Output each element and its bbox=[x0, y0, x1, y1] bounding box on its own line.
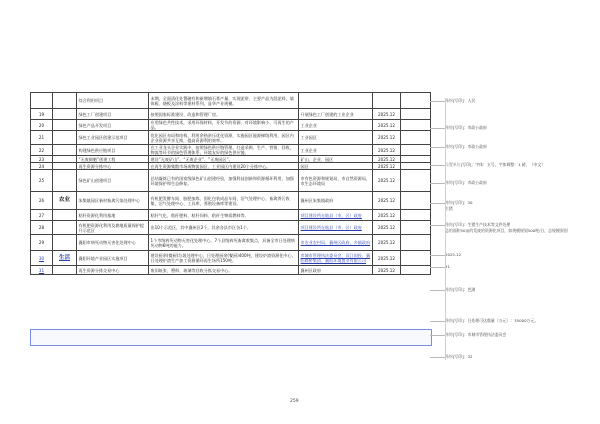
row-number[interactable]: 30 bbox=[31, 251, 53, 266]
project-description: 秸秆气化、秸秆肥料、秸秆饲料、秸秆生物质燃料等。 bbox=[149, 210, 299, 221]
comment-connector bbox=[430, 225, 445, 226]
comment-author: 豫锦 bbox=[445, 144, 453, 149]
comment-text: [写印]：市城市管理执法委员会 bbox=[452, 332, 507, 337]
row-number: 20 bbox=[31, 120, 53, 131]
comment-connector bbox=[430, 267, 445, 268]
responsible-unit: 市有色资源和规划局、市自然资源局，市生态环境局 bbox=[299, 170, 373, 192]
table-row bbox=[31, 251, 431, 266]
empty-cell bbox=[401, 120, 431, 131]
row-number: 19 bbox=[31, 109, 53, 120]
table-row bbox=[31, 145, 431, 156]
row-category[interactable]: 生活 bbox=[53, 251, 77, 266]
table-row bbox=[31, 210, 431, 221]
table-row bbox=[31, 120, 431, 131]
project-name: 构建绿色供应链项目 bbox=[77, 145, 149, 156]
comment-item[interactable] bbox=[445, 287, 475, 293]
project-description: 出10个示范区，其中襄州区2个，其余各县市区各1个。 bbox=[149, 221, 299, 235]
empty-cell bbox=[401, 93, 431, 109]
project-description: 1个市级病死动物无害化处理中心，7个县级病死畜禽收集点，具备全市日处理病死动物6吨的能力。 bbox=[149, 235, 299, 251]
project-description: 末期，全面清化处置磁有和新增填石膏产量，实现泥带，主要产品为混泥料，墙体板、烧板及涂料等建材系列，显华产业规模。 bbox=[149, 93, 299, 109]
empty-cell bbox=[401, 221, 431, 235]
project-name: 绿色工厂创建项目 bbox=[77, 109, 149, 120]
empty-cell bbox=[401, 156, 431, 163]
comment-text: [写印]：生猪生产技术等文件处理 bbox=[452, 222, 511, 227]
row-category: 农业 bbox=[53, 192, 77, 210]
comment-connector bbox=[430, 335, 445, 336]
project-name: “无废细胞”创建工程 bbox=[77, 156, 149, 163]
project-name: 综合利用项目 bbox=[77, 93, 149, 109]
empty-cell bbox=[401, 235, 431, 251]
project-name: 绿色工业园区创建示范项目 bbox=[77, 131, 149, 145]
comment-item[interactable] bbox=[445, 125, 487, 131]
completion-date: 2025.12 bbox=[373, 221, 401, 235]
comment-author: 豫锦 bbox=[445, 332, 453, 337]
project-description: 在工业龙头企业实践中，按照绿色供应链管理，打造采购、生产、营销、回收、物流等环节的绿色管理体系，环境友好的绿色供应链。 bbox=[149, 145, 299, 156]
comment-author: 豫锦 bbox=[445, 318, 453, 323]
responsible-unit: 市农业农村局、襄州区政府，乡镇政府 bbox=[299, 235, 373, 251]
empty-cell bbox=[401, 192, 431, 210]
row-category bbox=[53, 120, 77, 131]
comment-text-2: 总的面积50亩的荒废的资源化项目，如规模规划500吨/日，总规模原创 bbox=[445, 228, 568, 233]
row-number bbox=[31, 93, 53, 109]
project-description: 建设厨余(餐厨)垃圾处理中心，日处理厨余(餐厨)400吨，建设炉渣资源化中心，日处理炉渣生产加工资源循环再生场所150吨。 bbox=[149, 251, 299, 266]
comment-connector bbox=[430, 101, 445, 102]
project-description: 优化园区布局和结构，利用余热余压优化资源，实施园区能源梯级利用，园区内企业资源共享互换，提高资源利用效率。 bbox=[149, 131, 299, 145]
table-row bbox=[31, 163, 431, 170]
project-name: 绿色产品开发项目 bbox=[77, 120, 149, 131]
row-number: 25 bbox=[31, 170, 53, 192]
completion-date: 2025.12 bbox=[373, 131, 401, 145]
comment-text: 31 bbox=[445, 264, 450, 269]
project-description: 在再生资源集散市场或物流园区、工业园区内建设20个分拣中心。 bbox=[149, 163, 299, 170]
row-category bbox=[53, 145, 77, 156]
completion-date: 2025.12 bbox=[373, 163, 401, 170]
project-description: 有机肥发酵车间、胶肥加炼、固化包装成品车间、沼气处理中心、畜禽粪污收集，沼气处理中心、工具库、养殖设备库等建设。 bbox=[149, 192, 299, 210]
completion-date: 2025.12 bbox=[373, 251, 401, 266]
completion-date: 2025.12 bbox=[373, 235, 401, 251]
row-number: 24 bbox=[31, 163, 53, 170]
table-row bbox=[31, 109, 431, 120]
project-name: 朱集镇园区新材畜禽污染处理中心 bbox=[77, 192, 149, 210]
responsible-unit: 襄州区朱集镇政府 bbox=[299, 192, 373, 210]
comment-author: 豫锦 bbox=[445, 287, 453, 292]
completion-date: 2025.12 bbox=[373, 170, 401, 192]
row-number: 21 bbox=[31, 131, 53, 145]
comment-text: [写印]：芭湖 bbox=[452, 287, 476, 292]
responsible-unit: 工业企业 bbox=[299, 145, 373, 156]
comment-author: 豫锦 bbox=[445, 200, 453, 205]
comment-text: [写印]：32 bbox=[452, 354, 473, 359]
comment-item[interactable] bbox=[445, 252, 461, 258]
completion-date: 2025.12 bbox=[373, 109, 401, 120]
comment-connector bbox=[430, 290, 445, 291]
comment-sidebar bbox=[430, 92, 600, 372]
comment-text: [写印]：字体：五号，字体调整：1 磅，（中文） bbox=[460, 162, 546, 167]
row-category bbox=[53, 210, 77, 221]
comment-text: [写印]：市政公政府 bbox=[452, 125, 487, 130]
responsible-unit: 开展绿色工厂创建的工业企业 bbox=[299, 109, 373, 120]
comment-connector bbox=[430, 321, 445, 322]
comment-text: [写印]：人民 bbox=[452, 98, 476, 103]
row-category bbox=[53, 170, 77, 192]
row-category bbox=[53, 221, 77, 235]
responsible-unit[interactable]: 项目建设所在地县（市、区）政府 bbox=[299, 210, 373, 221]
completion-date: 2025.12 bbox=[373, 210, 401, 221]
comment-author: 豫锦 bbox=[445, 354, 453, 359]
comment-text: [写印]：30 bbox=[452, 200, 473, 205]
comment-connector bbox=[430, 183, 445, 184]
project-name: 再生资源分拣中心 bbox=[77, 163, 149, 170]
comment-item[interactable] bbox=[445, 332, 506, 338]
comment-item[interactable] bbox=[445, 98, 475, 104]
project-description: 应用绿色共性技术，采用环保材料，开发节约资源、对环境影响小、可再生的产品。 bbox=[149, 120, 299, 131]
table-row bbox=[31, 192, 431, 210]
empty-cell bbox=[401, 163, 431, 170]
comment-text-2: 生猪 bbox=[445, 206, 453, 211]
table-row bbox=[31, 93, 431, 109]
responsible-unit[interactable]: 项目建设所在地县（市、区）政府 bbox=[299, 221, 373, 235]
responsible-unit: 工业园区 bbox=[299, 131, 373, 145]
table-row bbox=[31, 235, 431, 251]
empty-cell bbox=[401, 131, 431, 145]
table-row bbox=[31, 156, 431, 163]
row-category bbox=[53, 131, 77, 145]
responsible-unit: 市城市管理执法委员会、汉江国投、襄阳路桥集团、襄阳环境置业有限公司 bbox=[299, 251, 373, 266]
project-name: 绿色矿山创建项目 bbox=[77, 170, 149, 192]
project-description: 总结凝练已有的国家级绿色矿山创建经验，加强科技创新和资源循环利用，加强环境保护和生态修复。 bbox=[149, 170, 299, 192]
comment-item[interactable] bbox=[445, 200, 472, 212]
empty-cell bbox=[401, 210, 431, 221]
row-category bbox=[53, 109, 77, 120]
selected-row-highlight bbox=[30, 329, 432, 346]
comment-connector bbox=[430, 147, 445, 148]
project-description: 废旧纸张、塑料、玻璃等回收分拣交易中心。 bbox=[149, 266, 299, 275]
empty-cell bbox=[401, 266, 431, 275]
comment-connector bbox=[430, 128, 445, 129]
comment-rail bbox=[445, 98, 446, 360]
row-category bbox=[53, 93, 77, 109]
responsible-unit: 工业企业 bbox=[299, 120, 373, 131]
project-table bbox=[30, 92, 431, 275]
comment-connector bbox=[430, 255, 445, 256]
project-table-body bbox=[31, 93, 431, 275]
comment-text: 2025.12 bbox=[445, 252, 462, 257]
responsible-unit: 园区 bbox=[299, 163, 373, 170]
completion-date bbox=[373, 93, 401, 109]
comment-item[interactable] bbox=[445, 354, 472, 360]
row-category[interactable] bbox=[53, 266, 77, 275]
completion-date: 2025.12 bbox=[373, 266, 401, 275]
comment-text: [写印]：市政公政府 bbox=[452, 144, 487, 149]
comment-text: [写印]：市政公政府 bbox=[452, 180, 487, 185]
project-name: 襄阳环境产业园区实施项目 bbox=[77, 251, 149, 266]
comment-author: 豫锦 bbox=[445, 180, 453, 185]
comment-item[interactable] bbox=[445, 222, 568, 234]
comment-item[interactable] bbox=[445, 180, 487, 186]
responsible-unit: 矿山、企业、园区 bbox=[299, 156, 373, 163]
comment-connector bbox=[430, 165, 445, 166]
project-name: 襄阳市病死动物无害化处理中心 bbox=[77, 235, 149, 251]
project-name: 有机肥资源化利用及耕地质量保护提升示范区 bbox=[77, 221, 149, 235]
row-number: 29 bbox=[31, 235, 53, 251]
comment-author: 设置单位 bbox=[445, 162, 461, 167]
row-category bbox=[53, 235, 77, 251]
comment-item[interactable] bbox=[445, 144, 487, 150]
comment-text: [写印]：日处理可达数量（万元）：35000万元。 bbox=[452, 318, 539, 323]
comment-author: 豫锦 bbox=[445, 125, 453, 130]
empty-cell bbox=[401, 251, 431, 266]
completion-date: 2025.12 bbox=[373, 192, 401, 210]
comment-item[interactable] bbox=[445, 318, 538, 324]
row-number: 28 bbox=[31, 221, 53, 235]
empty-cell bbox=[401, 145, 431, 156]
completion-date: 2025.12 bbox=[373, 120, 401, 131]
row-category bbox=[53, 163, 77, 170]
table-row bbox=[31, 131, 431, 145]
responsible-unit: 襄州区政府 bbox=[299, 266, 373, 275]
comment-connector bbox=[430, 203, 445, 204]
project-name: 秸秆资源化利用基地 bbox=[77, 210, 149, 221]
project-description: 建设“无废矿山”、“无废企业”、“无废园区”。 bbox=[149, 156, 299, 163]
comment-connector bbox=[430, 357, 445, 358]
project-name: 再生资源分拣交易中心 bbox=[77, 266, 149, 275]
empty-cell bbox=[401, 170, 431, 192]
table-row bbox=[31, 221, 431, 235]
row-category bbox=[53, 156, 77, 163]
completion-date: 2025.12 bbox=[373, 145, 401, 156]
project-description: 按照国家标准建设、改造和管理厂房。 bbox=[149, 109, 299, 120]
table-row bbox=[31, 170, 431, 192]
responsible-unit bbox=[299, 93, 373, 109]
page-number: 259 bbox=[290, 399, 299, 404]
empty-cell bbox=[401, 109, 431, 120]
comment-author: 豫锦 bbox=[445, 98, 453, 103]
row-number: 26 bbox=[31, 192, 53, 210]
row-number: 22 bbox=[31, 145, 53, 156]
table-row bbox=[31, 266, 431, 275]
row-number[interactable]: 31 bbox=[31, 266, 53, 275]
completion-date: 2025.12 bbox=[373, 156, 401, 163]
comment-author: 豫锦 bbox=[445, 222, 453, 227]
comment-item[interactable] bbox=[445, 162, 545, 168]
row-number: 23 bbox=[31, 156, 53, 163]
row-number: 27 bbox=[31, 210, 53, 221]
